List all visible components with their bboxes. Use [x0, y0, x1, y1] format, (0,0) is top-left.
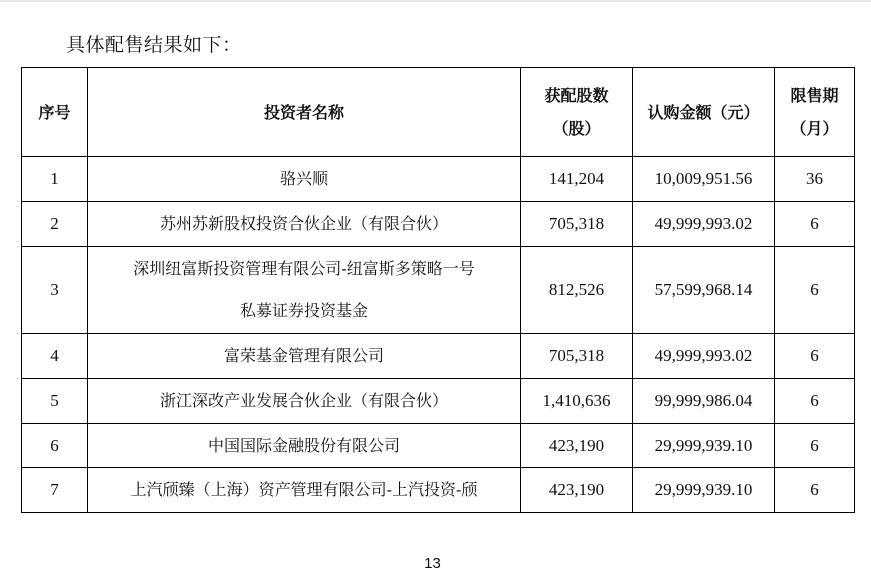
header-shares-line2: （股）: [552, 119, 601, 138]
cell-seq: 3: [22, 247, 88, 334]
cell-lockup: 6: [775, 247, 855, 334]
header-shares-line1: 获配股数: [544, 86, 609, 105]
cell-amount: 49,999,993.02: [633, 334, 775, 379]
table-row: [22, 334, 855, 379]
cell-lockup: 6: [775, 424, 855, 468]
header-lockup-period: [775, 68, 855, 157]
cell-lockup: 36: [775, 157, 855, 202]
header-lockup-line2: （月）: [790, 119, 839, 138]
cell-amount: 57,599,968.14: [633, 247, 775, 334]
placement-result-table: [21, 67, 855, 513]
cell-investor: [88, 247, 521, 334]
cell-investor: 上汽颀臻（上海）资产管理有限公司-上汽投资-颀: [88, 468, 521, 513]
cell-amount: 99,999,986.04: [633, 379, 775, 424]
table-row: [22, 379, 855, 424]
cell-shares: 705,318: [521, 334, 633, 379]
cell-shares: 812,526: [521, 247, 633, 334]
cell-amount: 49,999,993.02: [633, 202, 775, 247]
cell-lockup: 6: [775, 468, 855, 513]
table-row: [22, 468, 855, 513]
cell-investor-line2: 私募证券投资基金: [239, 301, 368, 320]
header-seq: 序号: [22, 68, 88, 157]
cell-shares: 1,410,636: [521, 379, 633, 424]
cell-shares: 423,190: [521, 424, 633, 468]
cell-investor: 骆兴顺: [88, 157, 521, 202]
cell-investor: 苏州苏新股权投资合伙企业（有限合伙）: [88, 202, 521, 247]
header-subscription-amount: 认购金额（元）: [633, 68, 775, 157]
cell-seq: 1: [22, 157, 88, 202]
cell-amount: 10,009,951.56: [633, 157, 775, 202]
cell-investor: 中国国际金融股份有限公司: [88, 424, 521, 468]
cell-investor: 富荣基金管理有限公司: [88, 334, 521, 379]
header-investor-name: 投资者名称: [88, 68, 521, 157]
cell-amount: 29,999,939.10: [633, 424, 775, 468]
header-lockup-line1: 限售期: [790, 86, 839, 105]
cell-investor: 浙江深改产业发展合伙企业（有限合伙）: [88, 379, 521, 424]
cell-shares: 141,204: [521, 157, 633, 202]
cell-investor-line1: 深圳纽富斯投资管理有限公司-纽富斯多策略一号: [133, 259, 475, 278]
table-row: [22, 157, 855, 202]
top-border-line: [0, 0, 871, 2]
cell-shares: 423,190: [521, 468, 633, 513]
cell-seq: 5: [22, 379, 88, 424]
table-row: [22, 247, 855, 334]
table-row: [22, 424, 855, 468]
header-allocated-shares: [521, 68, 633, 157]
cell-amount: 29,999,939.10: [633, 468, 775, 513]
table-row: [22, 202, 855, 247]
cell-seq: 7: [22, 468, 88, 513]
intro-text: 具体配售结果如下：: [66, 34, 242, 56]
cell-shares: 705,318: [521, 202, 633, 247]
cell-lockup: 6: [775, 379, 855, 424]
cell-lockup: 6: [775, 334, 855, 379]
cell-lockup: 6: [775, 202, 855, 247]
cell-seq: 2: [22, 202, 88, 247]
cell-seq: 6: [22, 424, 88, 468]
page-number: 13: [424, 555, 441, 572]
table-header-row: [22, 68, 855, 157]
cell-seq: 4: [22, 334, 88, 379]
